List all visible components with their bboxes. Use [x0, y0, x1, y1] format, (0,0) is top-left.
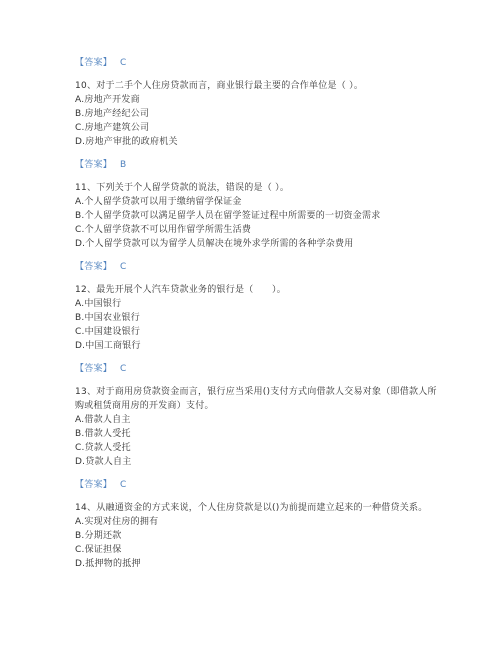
answer-line	[75, 158, 460, 172]
option-b: B.中国农业银行	[75, 313, 141, 323]
option-b: B.分期还款	[75, 531, 122, 541]
question-text: 最先开展个人汽车贷款业务的银行是（ ）。	[96, 285, 286, 295]
question-text: 从融通资金的方式来说，个人住房贷款是以()为前提而建立起来的一种借贷关系。	[96, 503, 428, 513]
question-number: 11、	[75, 183, 97, 193]
answer-label: 【答案】	[75, 262, 113, 272]
option-d: D.中国工商银行	[75, 341, 141, 351]
question-text-continued: 购或租赁商用房的开发商）支付。	[75, 401, 214, 411]
question-number: 13、	[75, 387, 97, 397]
option-c: C.中国建设银行	[75, 327, 141, 337]
answer-label: 【答案】	[75, 364, 113, 374]
question-stem	[75, 79, 460, 93]
option-c: C.贷款人受托	[75, 443, 131, 453]
question-text: 下列关于个人留学贷款的说法，错误的是（ ）。	[96, 183, 290, 193]
question-14	[75, 501, 460, 571]
answer-line	[75, 56, 460, 70]
option-a: A.借款人自主	[75, 415, 131, 425]
option-c: C.个人留学贷款不可以用作留学所需生活费	[75, 225, 252, 235]
question-text: 对于商用房贷款资金而言，银行应当采用()支付方式向借款人交易对象（即借款人所	[96, 387, 437, 397]
answer-line	[75, 362, 460, 376]
option-b: B.借款人受托	[75, 429, 131, 439]
answer-label: 【答案】	[75, 58, 113, 68]
question-number: 12、	[75, 285, 97, 295]
answer-value: B	[120, 160, 127, 170]
answer-label: 【答案】	[75, 480, 113, 490]
option-d: D.房地产审批的政府机关	[75, 137, 178, 147]
answer-value: C	[120, 262, 127, 272]
question-13	[75, 385, 460, 469]
question-number: 10、	[75, 81, 97, 91]
question-stem	[75, 181, 460, 195]
question-12	[75, 283, 460, 353]
option-a: A.个人留学贷款可以用于缴纳留学保证金	[75, 197, 242, 207]
option-d: D.抵押物的抵押	[75, 559, 141, 569]
answer-value: C	[120, 58, 127, 68]
option-c: C.房地产建筑公司	[75, 123, 150, 133]
option-a: A.房地产开发商	[75, 95, 140, 105]
answer-line	[75, 478, 460, 492]
question-11	[75, 181, 460, 251]
option-a: A.中国银行	[75, 299, 122, 309]
question-stem	[75, 501, 460, 515]
option-d: D.个人留学贷款可以为留学人员解决在境外求学所需的各种学杂费用	[75, 239, 354, 249]
answer-value: C	[120, 480, 127, 490]
question-number: 14、	[75, 503, 97, 513]
option-a: A.实现对住房的拥有	[75, 517, 159, 527]
option-d: D.贷款人自主	[75, 457, 132, 467]
answer-line	[75, 260, 460, 274]
question-stem	[75, 385, 460, 399]
answer-value: C	[120, 364, 127, 374]
question-text: 对于二手个人住房贷款而言，商业银行最主要的合作单位是（ ）。	[96, 81, 364, 91]
question-stem	[75, 283, 460, 297]
answer-label: 【答案】	[75, 160, 113, 170]
option-c: C.保证担保	[75, 545, 122, 555]
question-10	[75, 79, 460, 149]
option-b: B.房地产经纪公司	[75, 109, 150, 119]
option-b: B.个人留学贷款可以满足留学人员在留学签证过程中所需要的一切资金需求	[75, 211, 381, 221]
